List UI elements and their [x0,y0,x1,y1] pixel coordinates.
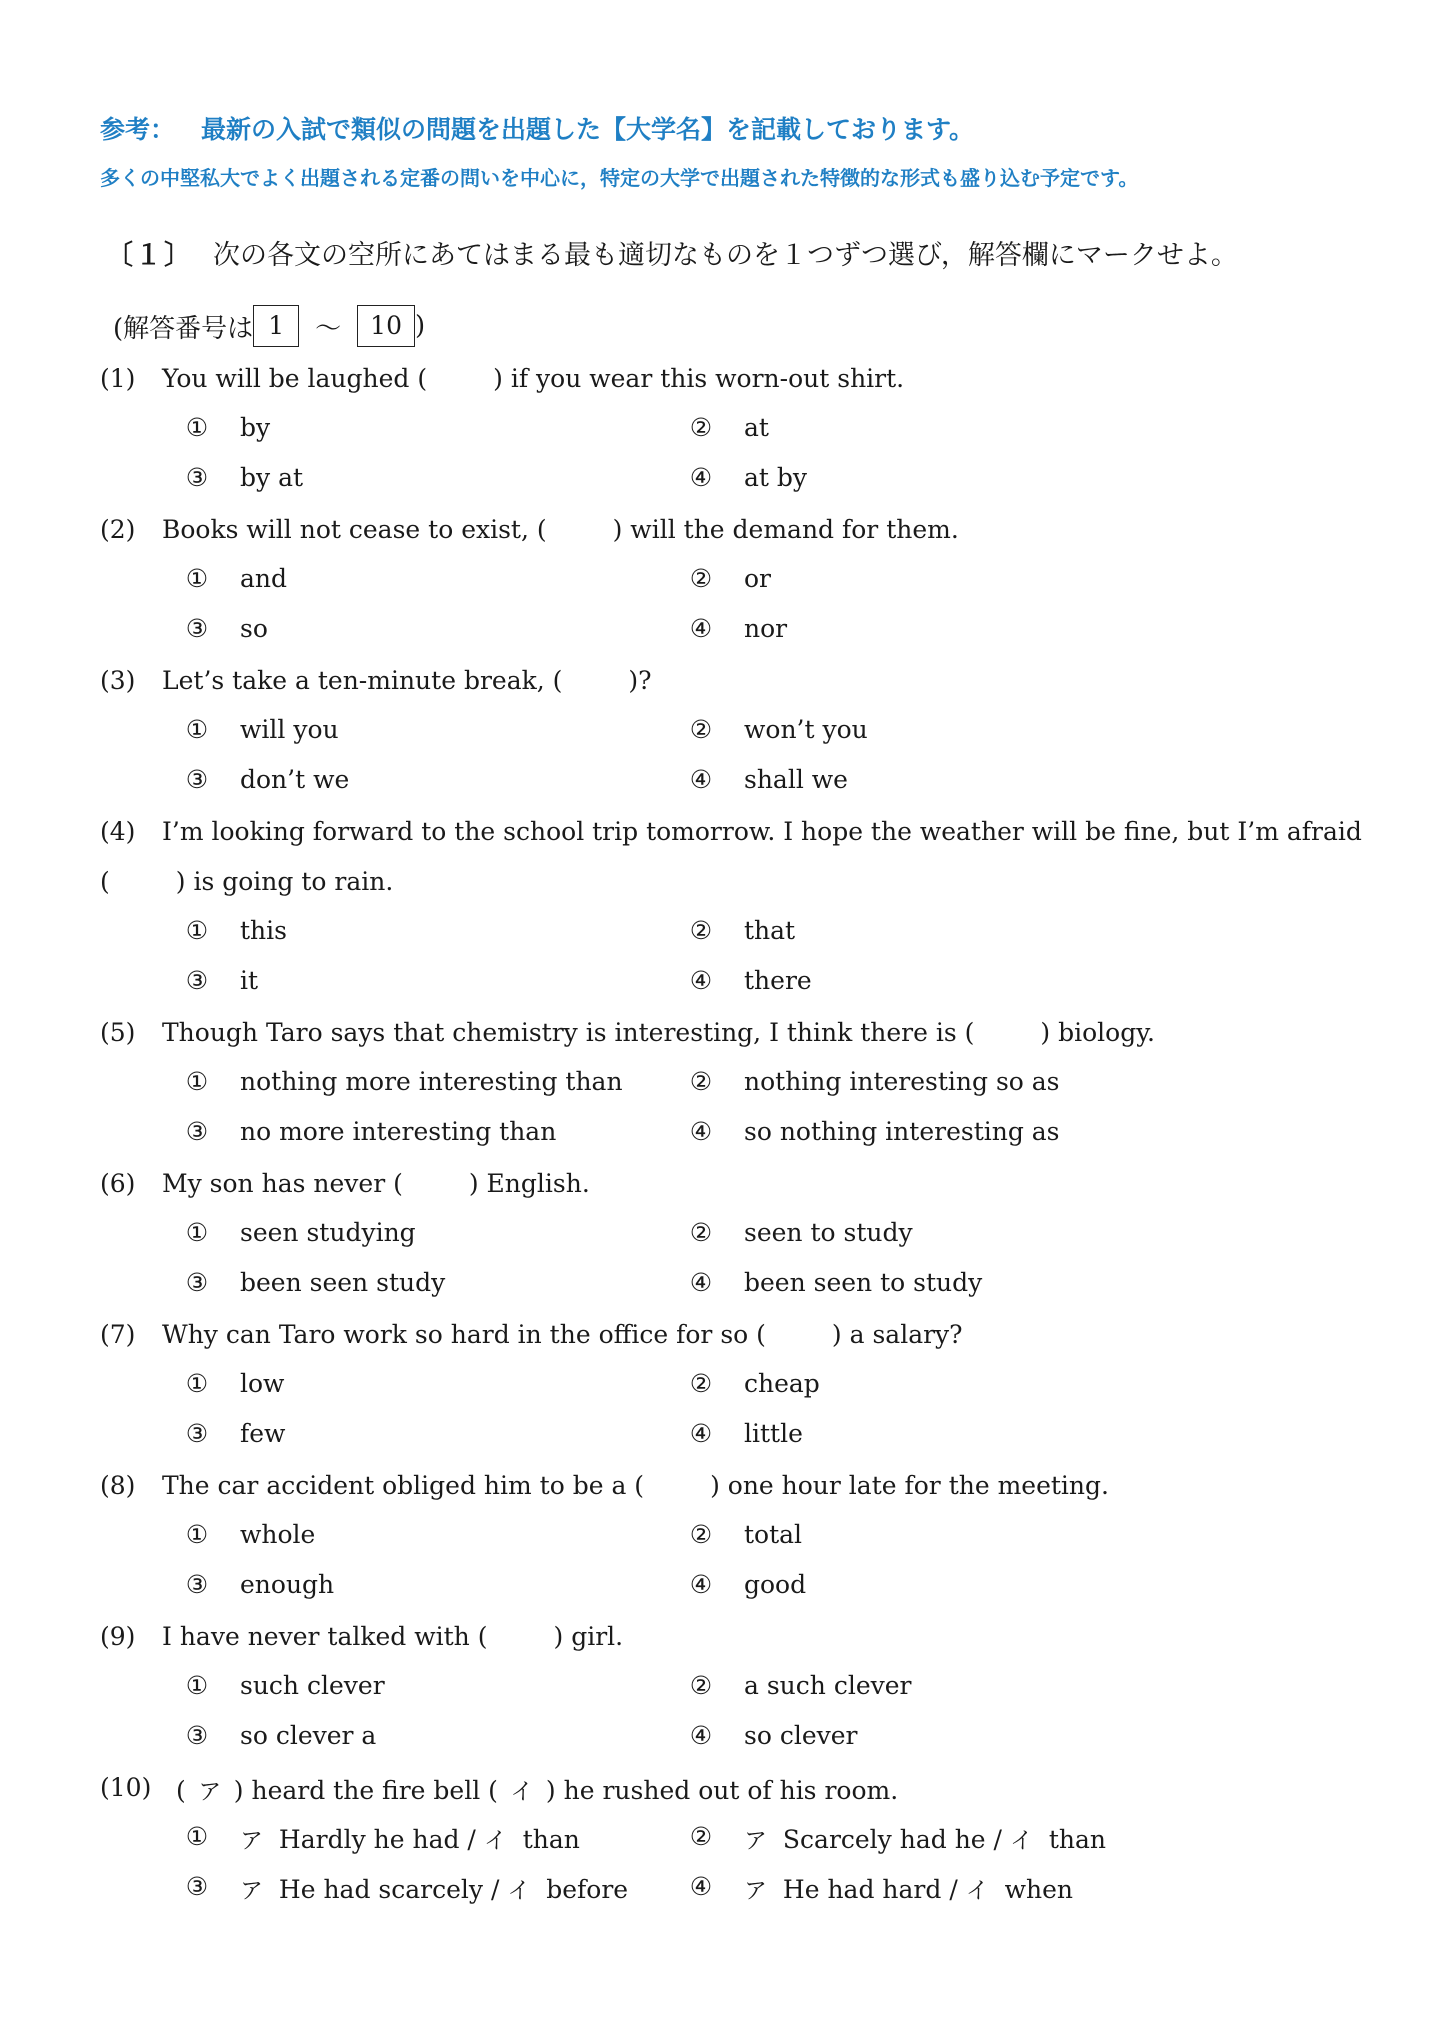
question-text-post: ) biology. [1040,1018,1155,1047]
blank-label-i: イ [483,1828,507,1854]
choice-marker-2: ② [689,916,713,945]
question-text-post: ) English. [468,1169,590,1198]
choice-text: enough [240,1570,335,1599]
choice-marker-1: ① [185,564,209,593]
choice-marker-4: ④ [689,765,713,794]
question-text-pre: You will be laughed ( [162,364,428,393]
blank-label-i: イ [507,1878,531,1904]
choice-marker-4: ④ [689,1721,713,1750]
choice-text: shall we [744,765,848,794]
question-text-post: ) is going to rain. [175,867,394,896]
choice-text: by [240,413,271,442]
choice-marker-3: ③ [185,1570,209,1599]
question-text-post: ) one hour late for the meeting. [710,1471,1109,1500]
choice-marker-3: ③ [185,1419,209,1448]
question-text [176,1773,898,1806]
choice-text: at by [744,463,808,492]
choice-marker-2: ② [689,1067,713,1096]
choice-text: total [744,1520,803,1549]
choice-marker-4: ④ [689,1872,713,1901]
choice-text: whole [240,1520,316,1549]
choice-text: won’t you [744,715,868,744]
range-prefix: (解答番号は [113,313,254,344]
question-text-pre: Though Taro says that chemistry is interesting, I think there is ( [162,1018,975,1047]
choice-marker-4: ④ [689,614,713,643]
choice-marker-1: ① [185,715,209,744]
question-text-pre: The car accident obliged him to be a ( [162,1471,645,1500]
question-text [162,364,904,393]
question-number: (1) [100,364,136,393]
choice-marker-1: ① [185,413,209,442]
choice-part-a: He had hard / [782,1875,958,1904]
choice-text: nothing more interesting than [240,1067,623,1096]
choice-text: no more interesting than [240,1117,557,1146]
choice-text: little [744,1419,803,1448]
choice-text: cheap [744,1369,820,1398]
question-text-pre: ( [176,1776,186,1805]
question-number: (2) [100,515,136,544]
choice-marker-1: ① [185,1822,209,1851]
choice-part-i: before [546,1875,629,1904]
question-text [162,1320,963,1349]
reference-text: 最新の入試で類似の問題を出題した【大学名】を記載しております。 [201,115,975,144]
choice-text: so nothing interesting as [744,1117,1060,1146]
choice-text: by at [240,463,304,492]
choice-marker-4: ④ [689,1570,713,1599]
choice-text: few [240,1419,286,1448]
choice-marker-4: ④ [689,966,713,995]
question-text-pre: My son has never ( [162,1169,403,1198]
range-separator: ～ [315,313,342,344]
question-text-pre: ( [100,867,110,896]
choice-text: there [744,966,812,995]
question-text-pre: I have never talked with ( [162,1622,488,1651]
choice-text: such clever [240,1671,385,1700]
choice-text: and [240,564,288,593]
choice-text: so clever a [240,1721,377,1750]
answer-blank-i [498,1773,546,1806]
question-number: (10) [100,1773,152,1802]
choice-marker-4: ④ [689,1419,713,1448]
choice-marker-1: ① [185,916,209,945]
choice-text: a such clever [744,1671,912,1700]
question-text-post: ) a salary? [831,1320,963,1349]
blank-label-i: イ [1009,1828,1033,1854]
question-text [162,666,652,695]
choice-marker-2: ② [689,413,713,442]
section-number: 〔１〕 [106,240,193,271]
choice-marker-1: ① [185,1369,209,1398]
question-text [162,1622,623,1651]
choice-text [744,1872,1073,1905]
reference-label: 参考： [100,115,176,144]
choice-marker-3: ③ [185,463,209,492]
choice-text: so clever [744,1721,858,1750]
question-text-post: )? [628,666,652,695]
choice-part-a: Scarcely had he / [782,1825,1002,1854]
choice-part-i: than [1048,1825,1106,1854]
choice-marker-4: ④ [689,463,713,492]
question-text-post: ) will the demand for them. [612,515,959,544]
choice-part-a: He had scarcely / [278,1875,500,1904]
question-text-post: ) girl. [553,1622,624,1651]
choice-marker-3: ③ [185,1872,209,1901]
blank-label-a: ア [744,1878,767,1904]
choice-marker-2: ② [689,1822,713,1851]
choice-part-i: than [522,1825,580,1854]
question-number: (5) [100,1018,136,1047]
choice-text [240,1822,580,1855]
choice-text: so [240,614,268,643]
choice-text: it [240,966,259,995]
reference-subnote: 多くの中堅私大でよく出題される定番の問いを中心に，特定の大学で出題された特徴的な形式も盛り込む予定です。 [100,166,1139,190]
question-text [162,1169,590,1198]
choice-marker-2: ② [689,564,713,593]
reference-note [100,110,974,146]
choice-text [240,1872,628,1905]
choice-marker-2: ② [689,1520,713,1549]
choice-text: nothing interesting so as [744,1067,1060,1096]
answer-blank-a [186,1773,234,1806]
range-suffix: ) [414,311,426,341]
choice-marker-3: ③ [185,1721,209,1750]
choice-marker-2: ② [689,1671,713,1700]
choice-text: nor [744,614,788,643]
question-number: (9) [100,1622,136,1651]
question-number: (7) [100,1320,136,1349]
choice-marker-3: ③ [185,765,209,794]
choice-text: good [744,1570,807,1599]
blank-label-a: ア [198,1779,222,1805]
choice-marker-2: ② [689,1218,713,1247]
choice-marker-4: ④ [689,1268,713,1297]
choice-text: will you [240,715,339,744]
choice-text: this [240,916,287,945]
blank-label-i: イ [965,1878,989,1904]
question-text-pre: Why can Taro work so hard in the office for so ( [162,1320,766,1349]
question-text: I’m looking forward to the school trip tomorrow. I hope the weather will be fine, but I’m afraid [162,817,1362,846]
question-text-mid: ) heard the fire bell ( [233,1776,498,1805]
choice-marker-2: ② [689,1369,713,1398]
choice-text: been seen study [240,1268,446,1297]
blank-label-a: ア [744,1828,767,1854]
question-text [162,1471,1109,1500]
section-heading [106,233,1238,272]
choice-text: at [744,413,769,442]
choice-text: seen studying [240,1218,416,1247]
choice-marker-1: ① [185,1520,209,1549]
blank-label-a: ア [240,1828,263,1854]
question-text-post: ) if you wear this worn-out shirt. [493,364,905,393]
choice-text: don’t we [240,765,350,794]
choice-marker-3: ③ [185,1268,209,1297]
choice-marker-2: ② [689,715,713,744]
question-text [162,1018,1155,1047]
choice-marker-3: ③ [185,614,209,643]
choice-part-a: Hardly he had / [278,1825,476,1854]
choice-marker-4: ④ [689,1117,713,1146]
choice-text: or [744,564,772,593]
question-text-post: ) he rushed out of his room. [545,1776,899,1805]
choice-part-i: when [1004,1875,1074,1904]
range-start-box: 1 [253,305,299,347]
question-number: (8) [100,1471,136,1500]
section-instruction: 次の各文の空所にあてはまる最も適切なものを１つずつ選び，解答欄にマークせよ。 [213,240,1238,271]
question-text [162,515,959,544]
question-number: (3) [100,666,136,695]
question-number: (6) [100,1169,136,1198]
choice-marker-1: ① [185,1671,209,1700]
question-text-continued [100,867,393,896]
choice-text: low [240,1369,285,1398]
choice-text: been seen to study [744,1268,983,1297]
choice-marker-1: ① [185,1218,209,1247]
choice-marker-3: ③ [185,1117,209,1146]
blank-label-a: ア [240,1878,263,1904]
answer-number-range [113,305,425,347]
choice-marker-3: ③ [185,966,209,995]
question-text-pre: Let’s take a ten-minute break, ( [162,666,563,695]
question-text-pre: Books will not cease to exist, ( [162,515,547,544]
choice-text: that [744,916,796,945]
blank-label-i: イ [510,1779,534,1805]
range-end-box: 10 [357,305,415,347]
choice-text [744,1822,1106,1855]
question-number: (4) [100,817,136,846]
choice-text: seen to study [744,1218,913,1247]
choice-marker-1: ① [185,1067,209,1096]
